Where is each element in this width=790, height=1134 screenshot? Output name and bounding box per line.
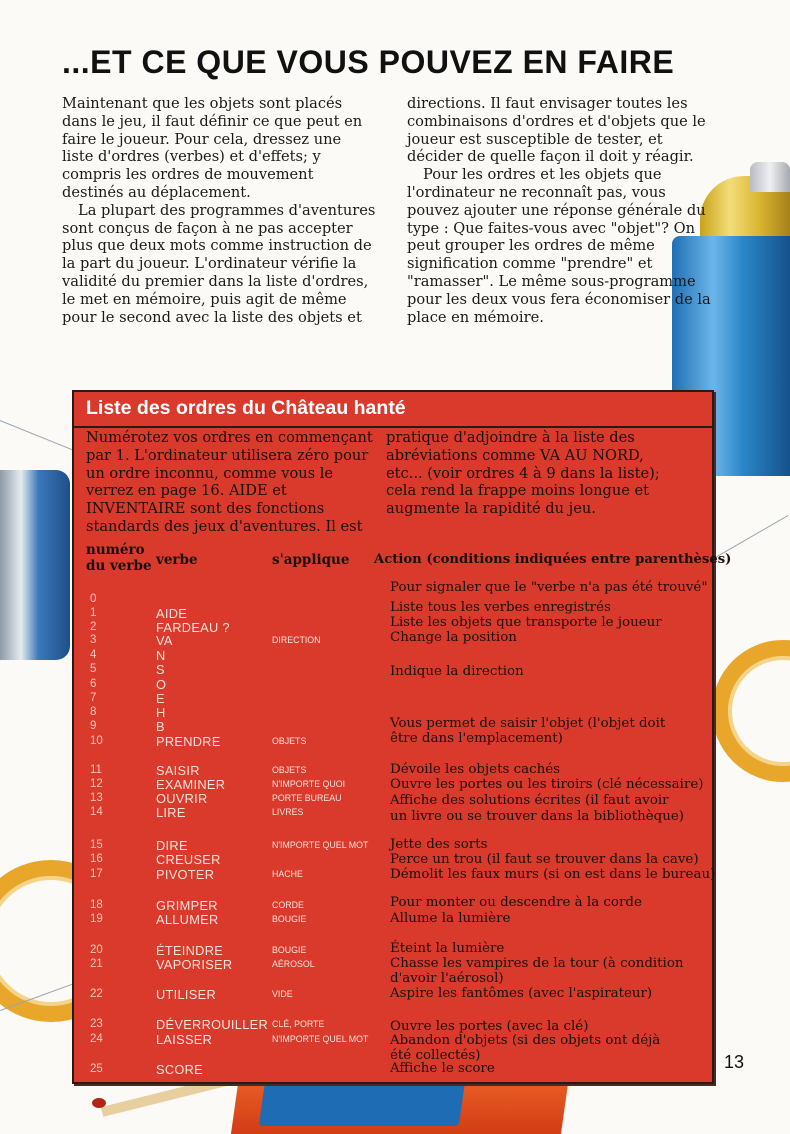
action-description: Pour signaler que le "verbe n'a pas été trouvé"	[390, 580, 708, 595]
verb-number: 11	[90, 764, 102, 776]
command-list-box	[72, 390, 732, 1084]
intro-paragraph: La plupart des programmes d'aventures sont conçus de façon à ne pas accepter plus que deux mots comme instruction de la part du joueur. L'ordinateur vérifie la validité du premier dans la liste d'ordres, le met en mémoire, puis agit de même pour le second avec la liste des objets et	[62, 201, 376, 326]
verb-number: 12	[90, 778, 103, 790]
verb-name: N	[156, 648, 166, 663]
verb-number: 17	[90, 868, 103, 880]
verb-name: AIDE	[156, 606, 188, 621]
verb-name: S	[156, 662, 165, 677]
action-description: Perce un trou (il faut se trouver dans la cave)	[390, 852, 699, 867]
verb-name: E	[156, 691, 165, 706]
header-action: Action (conditions indiquées entre parenthèses)	[374, 552, 732, 567]
verb-applies-to: DIRECTION	[272, 635, 321, 646]
action-description: Liste les objets que transporte le joueur	[390, 615, 662, 630]
verb-name: ÉTEINDRE	[156, 943, 224, 958]
verb-applies-to: PORTE BUREAU	[272, 793, 342, 804]
action-description: Change la position	[390, 630, 517, 645]
verb-applies-to: N'IMPORTE QUEL MOT	[272, 1034, 369, 1045]
matchstick-head-illustration	[92, 1098, 106, 1108]
verb-number: 3	[90, 634, 97, 646]
verb-name: H	[156, 705, 166, 720]
verb-number: 25	[90, 1063, 103, 1075]
action-description: Éteint la lumière	[390, 941, 505, 956]
verb-name: CREUSER	[156, 852, 221, 867]
header-applies: s'applique	[272, 552, 350, 568]
action-description: Indique la direction	[390, 664, 524, 679]
action-description: Vous permet de saisir l'objet (l'objet doit	[390, 716, 666, 731]
verb-name: ALLUMER	[156, 912, 219, 927]
battery-can-illustration	[0, 470, 70, 660]
verb-name: VAPORISER	[156, 957, 233, 972]
action-description: Allume la lumière	[390, 911, 511, 926]
verb-name: GRIMPER	[156, 898, 218, 913]
verb-number: 8	[90, 706, 97, 718]
box-header	[74, 392, 712, 428]
verb-number: 14	[90, 806, 103, 818]
verb-name: LAISSER	[156, 1032, 213, 1047]
action-description: Ouvre les portes (avec la clé)	[390, 1019, 589, 1034]
verb-number: 15	[90, 839, 103, 851]
verb-number: 1	[90, 607, 97, 619]
verb-applies-to: BOUGIE	[272, 945, 307, 956]
verb-number: 18	[90, 899, 103, 911]
verb-name: LIRE	[156, 805, 186, 820]
verb-applies-to: HACHE	[272, 869, 303, 880]
verb-number: 23	[90, 1018, 103, 1030]
verb-name: EXAMINER	[156, 777, 226, 792]
verb-name: OUVRIR	[156, 791, 208, 806]
page-number: 13	[724, 1052, 745, 1072]
action-description: été collectés)	[390, 1048, 481, 1063]
box-intro-text: Numérotez vos ordres en commençant par 1. L'ordinateur utilisera zéro pour un ordre inconnu, comme vous le verrez en page 16. AIDE et INVENTAIRE sont des fonctions standards des jeux d'aventures. Il est	[86, 429, 373, 535]
verb-name: SCORE	[156, 1062, 204, 1077]
verb-name: O	[156, 677, 167, 692]
verb-number: 5	[90, 663, 97, 675]
box-title: Liste des ordres du Château hanté	[86, 397, 406, 419]
verb-applies-to: CLÉ, PORTE	[272, 1019, 325, 1030]
verb-applies-to: OBJETS	[272, 736, 307, 747]
verb-name: VA	[156, 633, 173, 648]
intro-paragraph: directions. Il faut envisager toutes les combinaisons d'ordres et d'objets que le joueur est susceptible de tester, et décider de quelle façon il doit y réagir.	[407, 95, 706, 166]
intro-paragraph: Pour les ordres et les objets que l'ordinateur ne reconnaît pas, vous pouvez ajouter une réponse générale du type : Que faites-vous avec "objet"? On peut grouper les ordres de même signification comme "prendre" et "ramasser". Le même sous-programme pour les deux vous fera économiser de la place en mémoire.	[407, 166, 711, 326]
verb-number: 24	[90, 1033, 103, 1045]
action-description: Affiche le score	[390, 1061, 495, 1076]
action-description: un livre ou se trouver dans la bibliothèque)	[390, 809, 684, 824]
intro-column-left	[62, 95, 377, 326]
intro-column-right	[407, 95, 722, 326]
verb-name: SAISIR	[156, 763, 200, 778]
verb-number: 22	[90, 988, 103, 1000]
verb-number: 16	[90, 853, 103, 865]
verb-applies-to: LIVRES	[272, 807, 304, 818]
box-intro-left	[86, 429, 381, 536]
verb-number: 2	[90, 621, 97, 633]
verb-name: UTILISER	[156, 987, 216, 1002]
verb-number: 20	[90, 944, 103, 956]
header-number: numéro du verbe	[86, 542, 152, 574]
verb-name: FARDEAU ?	[156, 620, 230, 635]
action-description: Démolit les faux murs (si on est dans le bureau)	[390, 867, 716, 882]
action-description: Abandon d'objets (si des objets ont déjà	[390, 1033, 661, 1048]
verb-number: 4	[90, 649, 97, 661]
box-intro-text: pratique d'adjoindre à la liste des abréviations comme VA AU NORD, etc... (voir ordres 4 à 9 dans la liste); cela rend la frappe moins longue et augmente la rapidité du jeu.	[386, 429, 660, 518]
verb-applies-to: N'IMPORTE QUOI	[272, 779, 346, 790]
action-description: Jette des sorts	[390, 837, 488, 852]
verb-applies-to: BOUGIE	[272, 914, 307, 925]
verb-number: 7	[90, 692, 97, 704]
verb-applies-to: OBJETS	[272, 765, 307, 776]
verb-number: 13	[90, 792, 103, 804]
verb-number: 19	[90, 913, 103, 925]
verb-applies-to: N'IMPORTE QUEL MOT	[272, 840, 369, 851]
verb-number: 9	[90, 720, 97, 732]
page-title: ...ET CE QUE VOUS POUVEZ EN FAIRE	[62, 44, 675, 80]
verb-number: 6	[90, 678, 97, 690]
verb-applies-to: VIDE	[272, 989, 293, 1000]
action-description: Liste tous les verbes enregistrés	[390, 600, 611, 615]
verb-name: PRENDRE	[156, 734, 221, 749]
aerosol-nozzle-illustration	[750, 162, 790, 192]
verb-applies-to: CORDE	[272, 900, 304, 911]
action-description: être dans l'emplacement)	[390, 731, 563, 746]
matchbox-label-illustration	[259, 1080, 465, 1126]
rope-coil-illustration	[712, 640, 790, 782]
action-description: Affiche des solutions écrites (il faut avoir	[390, 793, 669, 808]
action-description: Chasse les vampires de la tour (à condition	[390, 956, 684, 971]
action-description: Aspire les fantômes (avec l'aspirateur)	[390, 986, 653, 1001]
verb-name: DIRE	[156, 838, 188, 853]
verb-number: 21	[90, 958, 103, 970]
box-intro-right	[386, 429, 681, 518]
verb-name: B	[156, 719, 165, 734]
verb-number: 0	[90, 593, 97, 605]
action-description: Ouvre les portes ou les tiroirs (clé nécessaire)	[390, 777, 704, 792]
floor-line	[0, 420, 74, 451]
intro-paragraph: Maintenant que les objets sont placés dans le jeu, il faut définir ce que peut en faire le joueur. Pour cela, dressez une liste d'ordres (verbes) et d'effets; y compris les ordres de mouvement destinés au déplacement.	[62, 95, 363, 201]
header-verb: verbe	[156, 552, 198, 568]
action-description: Dévoile les objets cachés	[390, 762, 560, 777]
verb-name: DÉVERROUILLER	[156, 1017, 268, 1032]
verb-name: PIVOTER	[156, 867, 215, 882]
action-description: Pour monter ou descendre à la corde	[390, 895, 642, 910]
verb-number: 10	[90, 735, 103, 747]
action-description: d'avoir l'aérosol)	[390, 971, 504, 986]
verb-applies-to: AÉROSOL	[272, 959, 315, 970]
